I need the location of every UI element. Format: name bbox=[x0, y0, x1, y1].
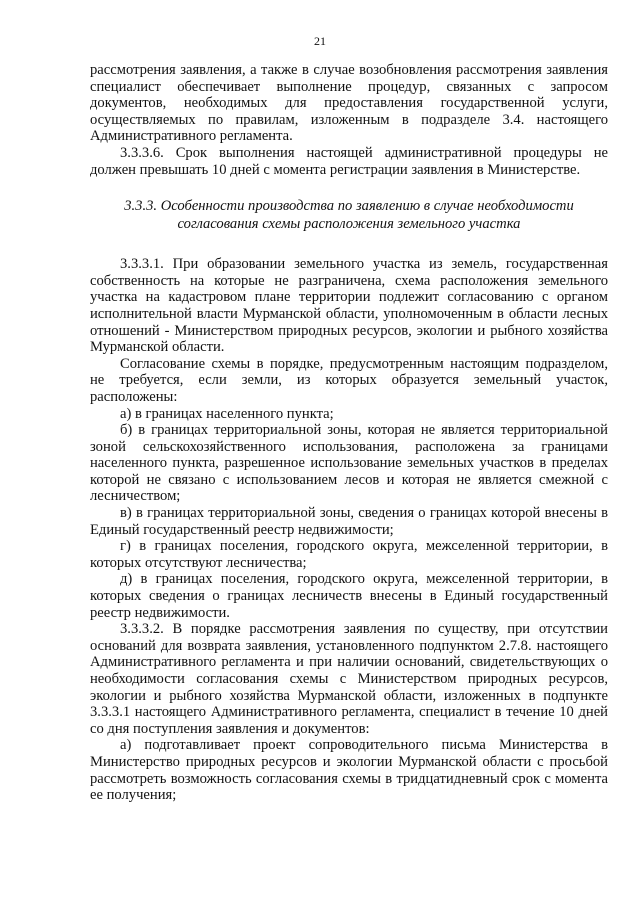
paragraph-3-3-3-2: 3.3.3.2. В порядке рассмотрения заявления по существу, при отсутствии оснований для возврата заявления, установленного подпунктом 2.7.8. настоящего Административного регламента и при наличии оснований, свидетельствующих о необходимости согласования схемы с Министерством природных ресурсов, экологии и рыбного хозяйства Мурманской области, изложенных в подпункте 3.3.3.1 настоящего Административного регламента, специалист в течение 10 дней со дня поступления заявления и документов: bbox=[90, 621, 608, 737]
list-item-a-letter-draft: а) подготавливает проект сопроводительного письма Министерства в Министерство природных ресурсов и экологии Мурманской области с просьбой рассмотреть возможность согласования схемы в тридцатидневный срок с момента ее получения; bbox=[90, 737, 608, 804]
paragraph-3-3-3-6: 3.3.3.6. Срок выполнения настоящей административной процедуры не должен превышать 10 дней с момента регистрации заявления в Министерстве. bbox=[90, 144, 608, 178]
paragraph-procedure-continuation: рассмотрения заявления, а также в случае возобновления рассмотрения заявления специалист обеспечивает выполнение процедур, связанных с запросом документов, необходимых для предоставления государственной услуги, осуществляемых по правилам, изложенным в подразделе 3.4. настоящего Административного регламента. bbox=[90, 62, 608, 145]
paragraph-approval-not-required: Согласование схемы в порядке, предусмотренным настоящим подразделом, не требуется, если земли, из которых образуется земельный участок, расположены: bbox=[90, 355, 608, 405]
list-item-g: г) в границах поселения, городского округа, межселенной территории, в которых отсутствуют лесничества; bbox=[90, 538, 608, 571]
list-item-d: д) в границах поселения, городского округа, межселенной территории, в которых сведения о границах лесничеств внесены в Единый государственный реестр недвижимости. bbox=[90, 571, 608, 621]
list-item-v: в) в границах территориальной зоны, сведения о границах которой внесены в Единый государственный реестр недвижимости; bbox=[90, 505, 608, 538]
section-heading-3-3-3: 3.3.3. Особенности производства по заявлению в случае необходимости согласования схемы расположения земельного участка bbox=[124, 198, 574, 232]
page-number: 21 bbox=[314, 34, 326, 48]
paragraph-3-3-3-1: 3.3.3.1. При образовании земельного участка из земель, государственная собственность на которые не разграничена, схема расположения земельного участка на кадастровом плане территории подлежит согласованию с органом исполнительной власти Мурманской области, уполномоченным в области лесных отношений - Министерством природных ресурсов, экологии и рыбного хозяйства Мурманской области. bbox=[90, 256, 608, 356]
list-item-b: б) в границах территориальной зоны, которая не является территориальной зоной сельскохозяйственного использования, расположена за границами населенного пункта, разрешенное использование земельных участков в пределах которой не связано с использованием лесов и которая не является смежной с лесничеством; bbox=[90, 422, 608, 505]
list-item-a: а) в границах населенного пункта; bbox=[120, 405, 334, 422]
document-body bbox=[90, 62, 608, 804]
